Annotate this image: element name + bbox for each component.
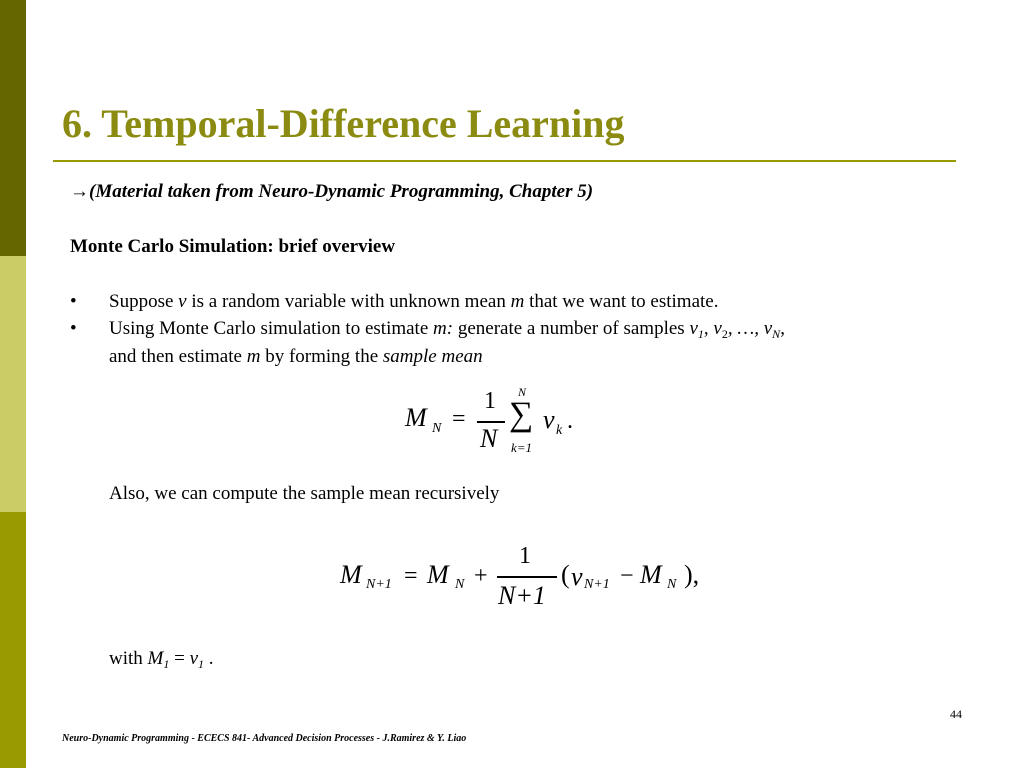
b2-l2-em: sample mean (382, 346, 483, 367)
arrow-right-icon: → (70, 181, 89, 202)
eq1-equals: = (452, 406, 466, 432)
with-v: v (189, 648, 199, 669)
b2-t2: generate a number of samples (453, 318, 690, 339)
eq2-lhs-sub: N+1 (366, 577, 392, 592)
decor-bar-top (0, 0, 26, 256)
eq2-v-sub: N+1 (584, 577, 610, 592)
section-heading: Monte Carlo Simulation: brief overview (70, 236, 396, 257)
b2-c1: , (703, 318, 714, 339)
bullet-1 (109, 291, 718, 314)
eq2-fraction-bar (497, 576, 557, 578)
eq1-sigma-bottom: k=1 (511, 440, 533, 455)
eq1-fraction-bar (477, 421, 505, 423)
b2-vN: v (763, 318, 773, 339)
eq1-lhs: M (405, 403, 427, 432)
b2-m: m: (433, 318, 454, 339)
b1-m: m (510, 291, 525, 312)
eq2-v: v (571, 562, 583, 591)
b2-c2: , …, (727, 318, 764, 339)
eq2-equals: = (404, 563, 418, 589)
bullet-icon: • (70, 291, 77, 312)
b2-t1: Using Monte Carlo simulation to estimate (109, 318, 434, 339)
with-v-sub: 1 (198, 657, 205, 671)
eq2-numerator: 1 (519, 543, 531, 569)
page-number: 44 (950, 707, 962, 721)
decor-bar-middle (0, 256, 26, 512)
eq2-open: ( (561, 560, 570, 589)
b2-c3: , (780, 318, 785, 339)
title-underline (53, 160, 956, 162)
source-note-text: (Material taken from Neuro-Dynamic Programming, Chapter 5) (89, 181, 594, 202)
b2-l2-m: m (246, 346, 261, 367)
eq1-sigma: ∑ (509, 396, 534, 433)
eq2-minus: − (620, 563, 634, 589)
b2-l2-t2: by forming the (260, 346, 383, 367)
b2-l2-t1: and then estimate (109, 346, 247, 367)
source-note (70, 181, 593, 204)
eq2-close: ), (684, 560, 700, 589)
eq2-m: M (427, 560, 449, 589)
with-M: M (147, 648, 164, 669)
eq2-m2-sub: N (667, 577, 677, 592)
eq1-sigma-top: N (518, 385, 527, 399)
slide-title: 6. Temporal-Difference Learning (62, 101, 625, 146)
eq1-numerator: 1 (484, 388, 496, 414)
eq1-term: v (543, 405, 555, 434)
eq2-lhs: M (340, 560, 362, 589)
eq2-m-sub: N (455, 577, 465, 592)
initial-condition (109, 648, 214, 671)
eq2-denominator: N+1 (498, 581, 546, 610)
eq2-plus: + (474, 563, 488, 589)
bullet-2-line-2 (109, 346, 483, 369)
eq1-lhs-sub: N (432, 421, 442, 436)
bullet-2-line-1 (109, 318, 785, 341)
b1-t3: that we want to estimate. (524, 291, 719, 312)
with-t1: with (109, 648, 148, 669)
eq2-m2: M (640, 560, 662, 589)
b1-t1: Suppose (109, 291, 179, 312)
recursive-text: Also, we can compute the sample mean recursively (109, 483, 500, 504)
b2-s2: 2 (721, 327, 728, 341)
eq1-end: . (567, 408, 573, 434)
b2-v1: v (689, 318, 698, 339)
eq1-term-sub: k (556, 423, 563, 438)
with-end: . (204, 648, 214, 669)
bullet-icon: • (70, 318, 77, 339)
b1-t2: is a random variable with unknown mean (186, 291, 511, 312)
footer: Neuro-Dynamic Programming - ECECS 841- Advanced Decision Processes - J.Ramirez & Y. Liao (62, 733, 467, 744)
with-M-sub: 1 (163, 657, 170, 671)
b2-v2: v (713, 318, 722, 339)
b2-sN: N (772, 327, 781, 341)
eq1-denominator: N (480, 424, 498, 453)
with-eq: = (169, 648, 190, 669)
decor-bar-bottom (0, 512, 26, 768)
b1-v: v (178, 291, 187, 312)
b2-s1: 1 (697, 327, 704, 341)
